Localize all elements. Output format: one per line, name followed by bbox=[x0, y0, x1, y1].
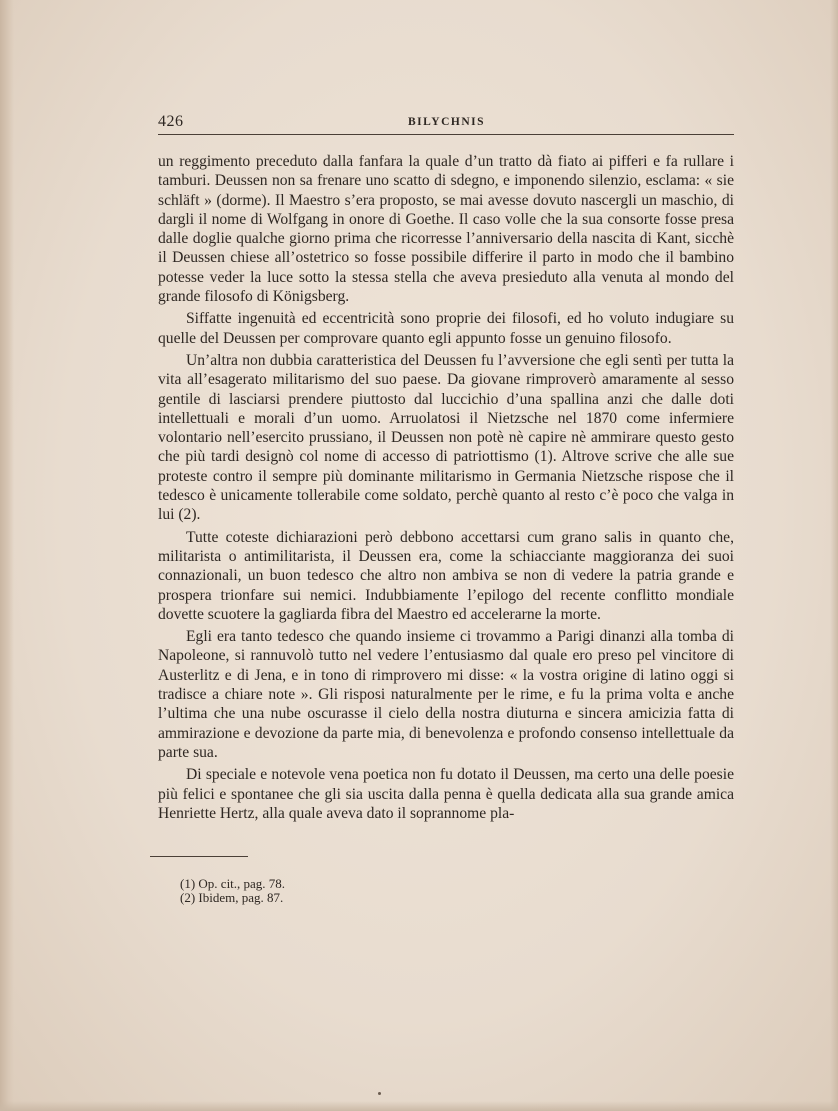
paragraph-1: un reggimento preceduto dalla fanfara la quale d’un tratto dà fiato ai pifferi e fa rullare i tamburi. Deussen non sa frenare uno scatto di sdegno, e imponendo silenzio, esclama: « sie schläft » (dorme). Il Maestro s’era proposto, se mai avesse dovuto nascergli un maschio, di dargli il nome di Wolfgang in onore di Goethe. Il caso volle che la sua consorte fosse presa dalle doglie qualche giorno prima che ricorresse l’anniversario della nascita di Kant, sicchè il Deussen chiese all’ostetrico so fosse possibile differire il parto in modo che il bambino potesse veder la luce sotto la stessa stella che aveva presieduto alla venuta al mondo del grande filosofo di Königsberg. bbox=[158, 153, 734, 306]
body-text bbox=[158, 152, 734, 823]
paragraph-2: Siffatte ingenuità ed eccentricità sono proprie dei filosofi, ed ho voluto indugiare su quelle del Deussen per comprovare quanto egli appunto fosse un genuino filosofo. bbox=[158, 310, 734, 347]
running-head: BILYCHNIS bbox=[408, 116, 485, 128]
ink-speck bbox=[378, 1092, 381, 1095]
footnote-rule bbox=[150, 856, 248, 857]
footnote-1: (1) Op. cit., pag. 78. bbox=[180, 876, 286, 891]
paragraph-5: Egli era tanto tedesco che quando insieme ci trovammo a Parigi dinanzi alla tomba di Napoleone, si rannuvolò tutto nel vedere l’entusiasmo dal quale ero preso pel vincitore di Austerlitz e di Jena, e in tono di rimprovero mi disse: « la vostra origine di latino oggi si tradisce a chiare note ». Gli risposi naturalmente per le rime, e fu la prima volta e anche l’ultima che una nube oscurasse il cielo della nostra diuturna e sincera amicizia fatta di ammirazione e devozione da parte mia, di benevolenza e profondo consenso intellettuale da parte sua. bbox=[158, 628, 734, 761]
paragraph-6: Di speciale e notevole vena poetica non fu dotato il Deussen, ma certo una delle poesie più felici e spontanee che gli sia uscita dalla penna è quella dedicata alla sua grande amica Henriette Hertz, alla quale aveva dato il soprannome pla- bbox=[158, 766, 734, 822]
footnotes bbox=[180, 877, 285, 905]
paragraph-3: Un’altra non dubbia caratteristica del Deussen fu l’avversione che egli sentì per tutta la vita all’esagerato militarismo del suo paese. Da giovane rimproverò amaramente al sesso gentile di lasciarsi prendere piuttosto dal luccichio d’una spallina anzi che dalle doti intellettuali e morali d’un uomo. Arruolatosi il Nietzsche nel 1870 come infermiere volontario nell’esercito prussiano, il Deussen non potè nè capire nè ammirare questo gesto che più tardi designò col nome di accesso di patriottismo (1). Altrove scrive che alle sue proteste contro il sempre più dominante militarismo in Germania Nietzsche rispose che il tedesco è unicamente tollerabile come soldato, perchè quanto al resto c’è poco che valga in lui (2). bbox=[158, 351, 734, 524]
page-number: 426 bbox=[158, 113, 184, 130]
page-right-edge bbox=[830, 0, 838, 1111]
page-header bbox=[158, 110, 734, 136]
page-bottom-edge bbox=[0, 1101, 838, 1111]
footnote-2: (2) Ibidem, pag. 87. bbox=[180, 890, 284, 905]
paragraph-4: Tutte coteste dichiarazioni però debbono accettarsi cum grano salis in quanto che, militarista o antimilitarista, il Deussen era, come la schiacciante maggioranza dei suoi connazionali, un buon tedesco che altro non ambiva se non di vedere la patria grande e prospera trionfare sui nemici. Indubbiamente l’epilogo del recente conflitto mondiale dovette scuotere la gagliarda fibra del Maestro ed accelerarne la morte. bbox=[158, 528, 734, 623]
page-left-edge bbox=[0, 0, 14, 1111]
header-rule bbox=[158, 134, 734, 135]
